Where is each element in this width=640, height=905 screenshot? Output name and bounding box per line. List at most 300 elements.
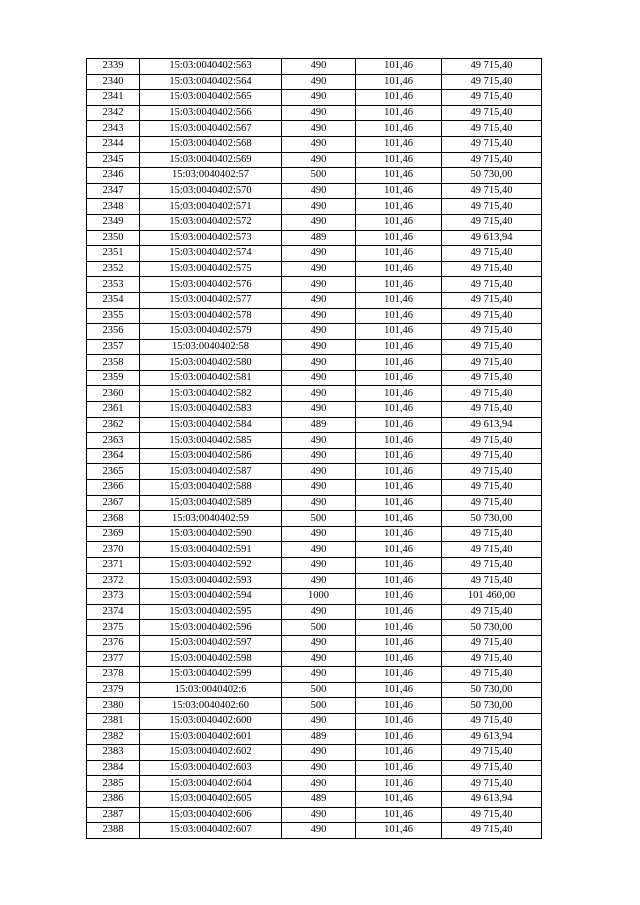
- table-row: [87, 589, 542, 605]
- amount-cell: 49 715,40: [442, 183, 542, 199]
- area-cell: 500: [282, 511, 356, 527]
- table-row: [87, 464, 542, 480]
- row-number-cell: 2363: [87, 433, 140, 449]
- amount-cell: 50 730,00: [442, 168, 542, 184]
- table-row: [87, 542, 542, 558]
- row-number-cell: 2376: [87, 635, 140, 651]
- amount-cell: 49 715,40: [442, 433, 542, 449]
- area-cell: 500: [282, 620, 356, 636]
- rate-cell: 101,46: [356, 526, 442, 542]
- table-row: [87, 791, 542, 807]
- row-number-cell: 2366: [87, 480, 140, 496]
- cadastral-number-cell: 15:03:0040402:60: [140, 698, 282, 714]
- amount-cell: 49 715,40: [442, 339, 542, 355]
- area-cell: 489: [282, 791, 356, 807]
- cadastral-number-cell: 15:03:0040402:604: [140, 776, 282, 792]
- table-row: [87, 776, 542, 792]
- table-row: [87, 308, 542, 324]
- amount-cell: 49 715,40: [442, 542, 542, 558]
- row-number-cell: 2344: [87, 136, 140, 152]
- amount-cell: 49 715,40: [442, 448, 542, 464]
- table-row: [87, 277, 542, 293]
- table-row: [87, 199, 542, 215]
- table-body: [87, 59, 542, 839]
- rate-cell: 101,46: [356, 339, 442, 355]
- rate-cell: 101,46: [356, 183, 442, 199]
- cadastral-number-cell: 15:03:0040402:594: [140, 589, 282, 605]
- amount-cell: 49 715,40: [442, 136, 542, 152]
- row-number-cell: 2388: [87, 823, 140, 839]
- area-cell: 490: [282, 386, 356, 402]
- row-number-cell: 2358: [87, 355, 140, 371]
- area-cell: 490: [282, 152, 356, 168]
- amount-cell: 49 715,40: [442, 464, 542, 480]
- table-row: [87, 760, 542, 776]
- row-number-cell: 2386: [87, 791, 140, 807]
- table-row: [87, 214, 542, 230]
- area-cell: 490: [282, 433, 356, 449]
- row-number-cell: 2349: [87, 214, 140, 230]
- amount-cell: 49 613,94: [442, 791, 542, 807]
- row-number-cell: 2359: [87, 370, 140, 386]
- rate-cell: 101,46: [356, 745, 442, 761]
- rate-cell: 101,46: [356, 589, 442, 605]
- rate-cell: 101,46: [356, 74, 442, 90]
- table-row: [87, 90, 542, 106]
- cadastral-number-cell: 15:03:0040402:596: [140, 620, 282, 636]
- table-row: [87, 292, 542, 308]
- area-cell: 490: [282, 558, 356, 574]
- cadastral-number-cell: 15:03:0040402:581: [140, 370, 282, 386]
- cadastral-number-cell: 15:03:0040402:580: [140, 355, 282, 371]
- table-row: [87, 59, 542, 75]
- rate-cell: 101,46: [356, 495, 442, 511]
- row-number-cell: 2381: [87, 713, 140, 729]
- cadastral-number-cell: 15:03:0040402:589: [140, 495, 282, 511]
- rate-cell: 101,46: [356, 542, 442, 558]
- amount-cell: 49 715,40: [442, 261, 542, 277]
- rate-cell: 101,46: [356, 261, 442, 277]
- amount-cell: 49 715,40: [442, 324, 542, 340]
- rate-cell: 101,46: [356, 511, 442, 527]
- area-cell: 490: [282, 745, 356, 761]
- area-cell: 490: [282, 635, 356, 651]
- cadastral-number-cell: 15:03:0040402:569: [140, 152, 282, 168]
- cadastral-number-cell: 15:03:0040402:564: [140, 74, 282, 90]
- area-cell: 1000: [282, 589, 356, 605]
- amount-cell: 49 715,40: [442, 480, 542, 496]
- cadastral-number-cell: 15:03:0040402:571: [140, 199, 282, 215]
- amount-cell: 49 715,40: [442, 573, 542, 589]
- cadastral-number-cell: 15:03:0040402:600: [140, 713, 282, 729]
- area-cell: 490: [282, 760, 356, 776]
- row-number-cell: 2377: [87, 651, 140, 667]
- row-number-cell: 2371: [87, 558, 140, 574]
- area-cell: 490: [282, 604, 356, 620]
- area-cell: 490: [282, 823, 356, 839]
- rate-cell: 101,46: [356, 308, 442, 324]
- cadastral-number-cell: 15:03:0040402:592: [140, 558, 282, 574]
- cadastral-number-cell: 15:03:0040402:605: [140, 791, 282, 807]
- table-row: [87, 339, 542, 355]
- rate-cell: 101,46: [356, 370, 442, 386]
- amount-cell: 49 715,40: [442, 495, 542, 511]
- amount-cell: 50 730,00: [442, 511, 542, 527]
- rate-cell: 101,46: [356, 105, 442, 121]
- area-cell: 490: [282, 308, 356, 324]
- area-cell: 490: [282, 324, 356, 340]
- table-row: [87, 526, 542, 542]
- amount-cell: 50 730,00: [442, 698, 542, 714]
- area-cell: 490: [282, 573, 356, 589]
- rate-cell: 101,46: [356, 90, 442, 106]
- amount-cell: 49 715,40: [442, 823, 542, 839]
- area-cell: 490: [282, 542, 356, 558]
- amount-cell: 101 460,00: [442, 589, 542, 605]
- row-number-cell: 2355: [87, 308, 140, 324]
- row-number-cell: 2351: [87, 246, 140, 262]
- cadastral-number-cell: 15:03:0040402:578: [140, 308, 282, 324]
- amount-cell: 49 715,40: [442, 558, 542, 574]
- row-number-cell: 2345: [87, 152, 140, 168]
- table-row: [87, 745, 542, 761]
- table-row: [87, 136, 542, 152]
- amount-cell: 49 715,40: [442, 246, 542, 262]
- area-cell: 490: [282, 261, 356, 277]
- area-cell: 490: [282, 651, 356, 667]
- row-number-cell: 2369: [87, 526, 140, 542]
- table-row: [87, 620, 542, 636]
- row-number-cell: 2364: [87, 448, 140, 464]
- row-number-cell: 2353: [87, 277, 140, 293]
- amount-cell: 49 715,40: [442, 745, 542, 761]
- area-cell: 490: [282, 277, 356, 293]
- row-number-cell: 2378: [87, 667, 140, 683]
- area-cell: 490: [282, 121, 356, 137]
- row-number-cell: 2384: [87, 760, 140, 776]
- rate-cell: 101,46: [356, 121, 442, 137]
- rate-cell: 101,46: [356, 402, 442, 418]
- cadastral-number-cell: 15:03:0040402:568: [140, 136, 282, 152]
- cadastral-number-cell: 15:03:0040402:567: [140, 121, 282, 137]
- rate-cell: 101,46: [356, 791, 442, 807]
- row-number-cell: 2362: [87, 417, 140, 433]
- cadastral-number-cell: 15:03:0040402:591: [140, 542, 282, 558]
- area-cell: 490: [282, 448, 356, 464]
- cadastral-number-cell: 15:03:0040402:607: [140, 823, 282, 839]
- table-row: [87, 402, 542, 418]
- row-number-cell: 2357: [87, 339, 140, 355]
- table-row: [87, 417, 542, 433]
- cadastral-number-cell: 15:03:0040402:565: [140, 90, 282, 106]
- row-number-cell: 2339: [87, 59, 140, 75]
- row-number-cell: 2367: [87, 495, 140, 511]
- row-number-cell: 2343: [87, 121, 140, 137]
- row-number-cell: 2380: [87, 698, 140, 714]
- row-number-cell: 2342: [87, 105, 140, 121]
- rate-cell: 101,46: [356, 433, 442, 449]
- cadastral-number-cell: 15:03:0040402:572: [140, 214, 282, 230]
- area-cell: 490: [282, 402, 356, 418]
- table-row: [87, 121, 542, 137]
- table-row: [87, 823, 542, 839]
- amount-cell: 49 715,40: [442, 121, 542, 137]
- row-number-cell: 2368: [87, 511, 140, 527]
- cadastral-number-cell: 15:03:0040402:601: [140, 729, 282, 745]
- area-cell: 489: [282, 417, 356, 433]
- row-number-cell: 2379: [87, 682, 140, 698]
- amount-cell: 49 613,94: [442, 417, 542, 433]
- amount-cell: 49 613,94: [442, 729, 542, 745]
- area-cell: 490: [282, 526, 356, 542]
- area-cell: 490: [282, 370, 356, 386]
- rate-cell: 101,46: [356, 214, 442, 230]
- row-number-cell: 2374: [87, 604, 140, 620]
- area-cell: 490: [282, 464, 356, 480]
- rate-cell: 101,46: [356, 807, 442, 823]
- rate-cell: 101,46: [356, 604, 442, 620]
- rate-cell: 101,46: [356, 776, 442, 792]
- area-cell: 490: [282, 59, 356, 75]
- row-number-cell: 2387: [87, 807, 140, 823]
- table-row: [87, 807, 542, 823]
- rate-cell: 101,46: [356, 448, 442, 464]
- rate-cell: 101,46: [356, 292, 442, 308]
- area-cell: 489: [282, 729, 356, 745]
- row-number-cell: 2383: [87, 745, 140, 761]
- amount-cell: 49 715,40: [442, 807, 542, 823]
- area-cell: 490: [282, 495, 356, 511]
- amount-cell: 49 715,40: [442, 776, 542, 792]
- row-number-cell: 2370: [87, 542, 140, 558]
- table-row: [87, 152, 542, 168]
- cadastral-number-cell: 15:03:0040402:576: [140, 277, 282, 293]
- rate-cell: 101,46: [356, 464, 442, 480]
- table-row: [87, 386, 542, 402]
- table-row: [87, 324, 542, 340]
- area-cell: 490: [282, 355, 356, 371]
- amount-cell: 49 715,40: [442, 760, 542, 776]
- row-number-cell: 2385: [87, 776, 140, 792]
- amount-cell: 49 715,40: [442, 635, 542, 651]
- row-number-cell: 2347: [87, 183, 140, 199]
- amount-cell: 49 715,40: [442, 526, 542, 542]
- row-number-cell: 2382: [87, 729, 140, 745]
- cadastral-number-cell: 15:03:0040402:586: [140, 448, 282, 464]
- row-number-cell: 2346: [87, 168, 140, 184]
- table-row: [87, 261, 542, 277]
- amount-cell: 50 730,00: [442, 620, 542, 636]
- rate-cell: 101,46: [356, 667, 442, 683]
- cadastral-number-cell: 15:03:0040402:602: [140, 745, 282, 761]
- cadastral-number-cell: 15:03:0040402:6: [140, 682, 282, 698]
- cadastral-number-cell: 15:03:0040402:588: [140, 480, 282, 496]
- cadastral-number-cell: 15:03:0040402:606: [140, 807, 282, 823]
- table-row: [87, 370, 542, 386]
- cadastral-number-cell: 15:03:0040402:573: [140, 230, 282, 246]
- cadastral-number-cell: 15:03:0040402:579: [140, 324, 282, 340]
- cadastral-number-cell: 15:03:0040402:603: [140, 760, 282, 776]
- amount-cell: 49 715,40: [442, 105, 542, 121]
- rate-cell: 101,46: [356, 480, 442, 496]
- amount-cell: 49 715,40: [442, 370, 542, 386]
- table-row: [87, 651, 542, 667]
- rate-cell: 101,46: [356, 417, 442, 433]
- row-number-cell: 2365: [87, 464, 140, 480]
- rate-cell: 101,46: [356, 168, 442, 184]
- table-row: [87, 230, 542, 246]
- cadastral-number-cell: 15:03:0040402:585: [140, 433, 282, 449]
- rate-cell: 101,46: [356, 277, 442, 293]
- rate-cell: 101,46: [356, 152, 442, 168]
- amount-cell: 49 715,40: [442, 402, 542, 418]
- area-cell: 489: [282, 230, 356, 246]
- rate-cell: 101,46: [356, 324, 442, 340]
- amount-cell: 49 715,40: [442, 713, 542, 729]
- area-cell: 490: [282, 246, 356, 262]
- cadastral-number-cell: 15:03:0040402:566: [140, 105, 282, 121]
- table-row: [87, 246, 542, 262]
- cadastral-number-cell: 15:03:0040402:583: [140, 402, 282, 418]
- table-row: [87, 604, 542, 620]
- rate-cell: 101,46: [356, 59, 442, 75]
- cadastral-number-cell: 15:03:0040402:584: [140, 417, 282, 433]
- cadastral-number-cell: 15:03:0040402:599: [140, 667, 282, 683]
- table-row: [87, 729, 542, 745]
- rate-cell: 101,46: [356, 729, 442, 745]
- area-cell: 490: [282, 74, 356, 90]
- rate-cell: 101,46: [356, 823, 442, 839]
- amount-cell: 49 613,94: [442, 230, 542, 246]
- amount-cell: 49 715,40: [442, 152, 542, 168]
- rate-cell: 101,46: [356, 230, 442, 246]
- rate-cell: 101,46: [356, 558, 442, 574]
- rate-cell: 101,46: [356, 573, 442, 589]
- rate-cell: 101,46: [356, 651, 442, 667]
- row-number-cell: 2350: [87, 230, 140, 246]
- cadastral-number-cell: 15:03:0040402:577: [140, 292, 282, 308]
- area-cell: 490: [282, 105, 356, 121]
- table-row: [87, 495, 542, 511]
- table-row: [87, 713, 542, 729]
- rate-cell: 101,46: [356, 199, 442, 215]
- amount-cell: 50 730,00: [442, 682, 542, 698]
- table-row: [87, 448, 542, 464]
- row-number-cell: 2356: [87, 324, 140, 340]
- rate-cell: 101,46: [356, 635, 442, 651]
- rate-cell: 101,46: [356, 760, 442, 776]
- area-cell: 490: [282, 292, 356, 308]
- rate-cell: 101,46: [356, 713, 442, 729]
- amount-cell: 49 715,40: [442, 292, 542, 308]
- area-cell: 490: [282, 339, 356, 355]
- cadastral-number-cell: 15:03:0040402:574: [140, 246, 282, 262]
- table-row: [87, 74, 542, 90]
- row-number-cell: 2348: [87, 199, 140, 215]
- area-cell: 500: [282, 168, 356, 184]
- table-row: [87, 573, 542, 589]
- table-row: [87, 635, 542, 651]
- cadastral-number-cell: 15:03:0040402:563: [140, 59, 282, 75]
- table-row: [87, 558, 542, 574]
- cadastral-number-cell: 15:03:0040402:582: [140, 386, 282, 402]
- table-row: [87, 511, 542, 527]
- amount-cell: 49 715,40: [442, 604, 542, 620]
- area-cell: 490: [282, 136, 356, 152]
- rate-cell: 101,46: [356, 698, 442, 714]
- row-number-cell: 2354: [87, 292, 140, 308]
- amount-cell: 49 715,40: [442, 386, 542, 402]
- cadastral-number-cell: 15:03:0040402:58: [140, 339, 282, 355]
- table-row: [87, 698, 542, 714]
- area-cell: 490: [282, 807, 356, 823]
- amount-cell: 49 715,40: [442, 277, 542, 293]
- rate-cell: 101,46: [356, 246, 442, 262]
- amount-cell: 49 715,40: [442, 59, 542, 75]
- table-row: [87, 682, 542, 698]
- row-number-cell: 2352: [87, 261, 140, 277]
- table-row: [87, 183, 542, 199]
- area-cell: 490: [282, 90, 356, 106]
- cadastral-number-cell: 15:03:0040402:598: [140, 651, 282, 667]
- row-number-cell: 2361: [87, 402, 140, 418]
- table-row: [87, 667, 542, 683]
- row-number-cell: 2372: [87, 573, 140, 589]
- area-cell: 490: [282, 713, 356, 729]
- row-number-cell: 2360: [87, 386, 140, 402]
- rate-cell: 101,46: [356, 682, 442, 698]
- cadastral-number-cell: 15:03:0040402:570: [140, 183, 282, 199]
- amount-cell: 49 715,40: [442, 199, 542, 215]
- amount-cell: 49 715,40: [442, 214, 542, 230]
- table-row: [87, 168, 542, 184]
- table-row: [87, 480, 542, 496]
- area-cell: 490: [282, 183, 356, 199]
- row-number-cell: 2373: [87, 589, 140, 605]
- rate-cell: 101,46: [356, 386, 442, 402]
- area-cell: 490: [282, 667, 356, 683]
- rate-cell: 101,46: [356, 355, 442, 371]
- rate-cell: 101,46: [356, 136, 442, 152]
- amount-cell: 49 715,40: [442, 90, 542, 106]
- data-table: [86, 58, 542, 839]
- area-cell: 490: [282, 480, 356, 496]
- cadastral-number-cell: 15:03:0040402:593: [140, 573, 282, 589]
- cadastral-number-cell: 15:03:0040402:575: [140, 261, 282, 277]
- row-number-cell: 2375: [87, 620, 140, 636]
- rate-cell: 101,46: [356, 620, 442, 636]
- cadastral-number-cell: 15:03:0040402:590: [140, 526, 282, 542]
- area-cell: 490: [282, 776, 356, 792]
- table-row: [87, 433, 542, 449]
- amount-cell: 49 715,40: [442, 74, 542, 90]
- row-number-cell: 2341: [87, 90, 140, 106]
- amount-cell: 49 715,40: [442, 667, 542, 683]
- cadastral-number-cell: 15:03:0040402:597: [140, 635, 282, 651]
- amount-cell: 49 715,40: [442, 651, 542, 667]
- row-number-cell: 2340: [87, 74, 140, 90]
- cadastral-number-cell: 15:03:0040402:587: [140, 464, 282, 480]
- amount-cell: 49 715,40: [442, 355, 542, 371]
- table-row: [87, 105, 542, 121]
- cadastral-number-cell: 15:03:0040402:59: [140, 511, 282, 527]
- area-cell: 500: [282, 698, 356, 714]
- area-cell: 490: [282, 199, 356, 215]
- cadastral-number-cell: 15:03:0040402:595: [140, 604, 282, 620]
- table-row: [87, 355, 542, 371]
- area-cell: 500: [282, 682, 356, 698]
- amount-cell: 49 715,40: [442, 308, 542, 324]
